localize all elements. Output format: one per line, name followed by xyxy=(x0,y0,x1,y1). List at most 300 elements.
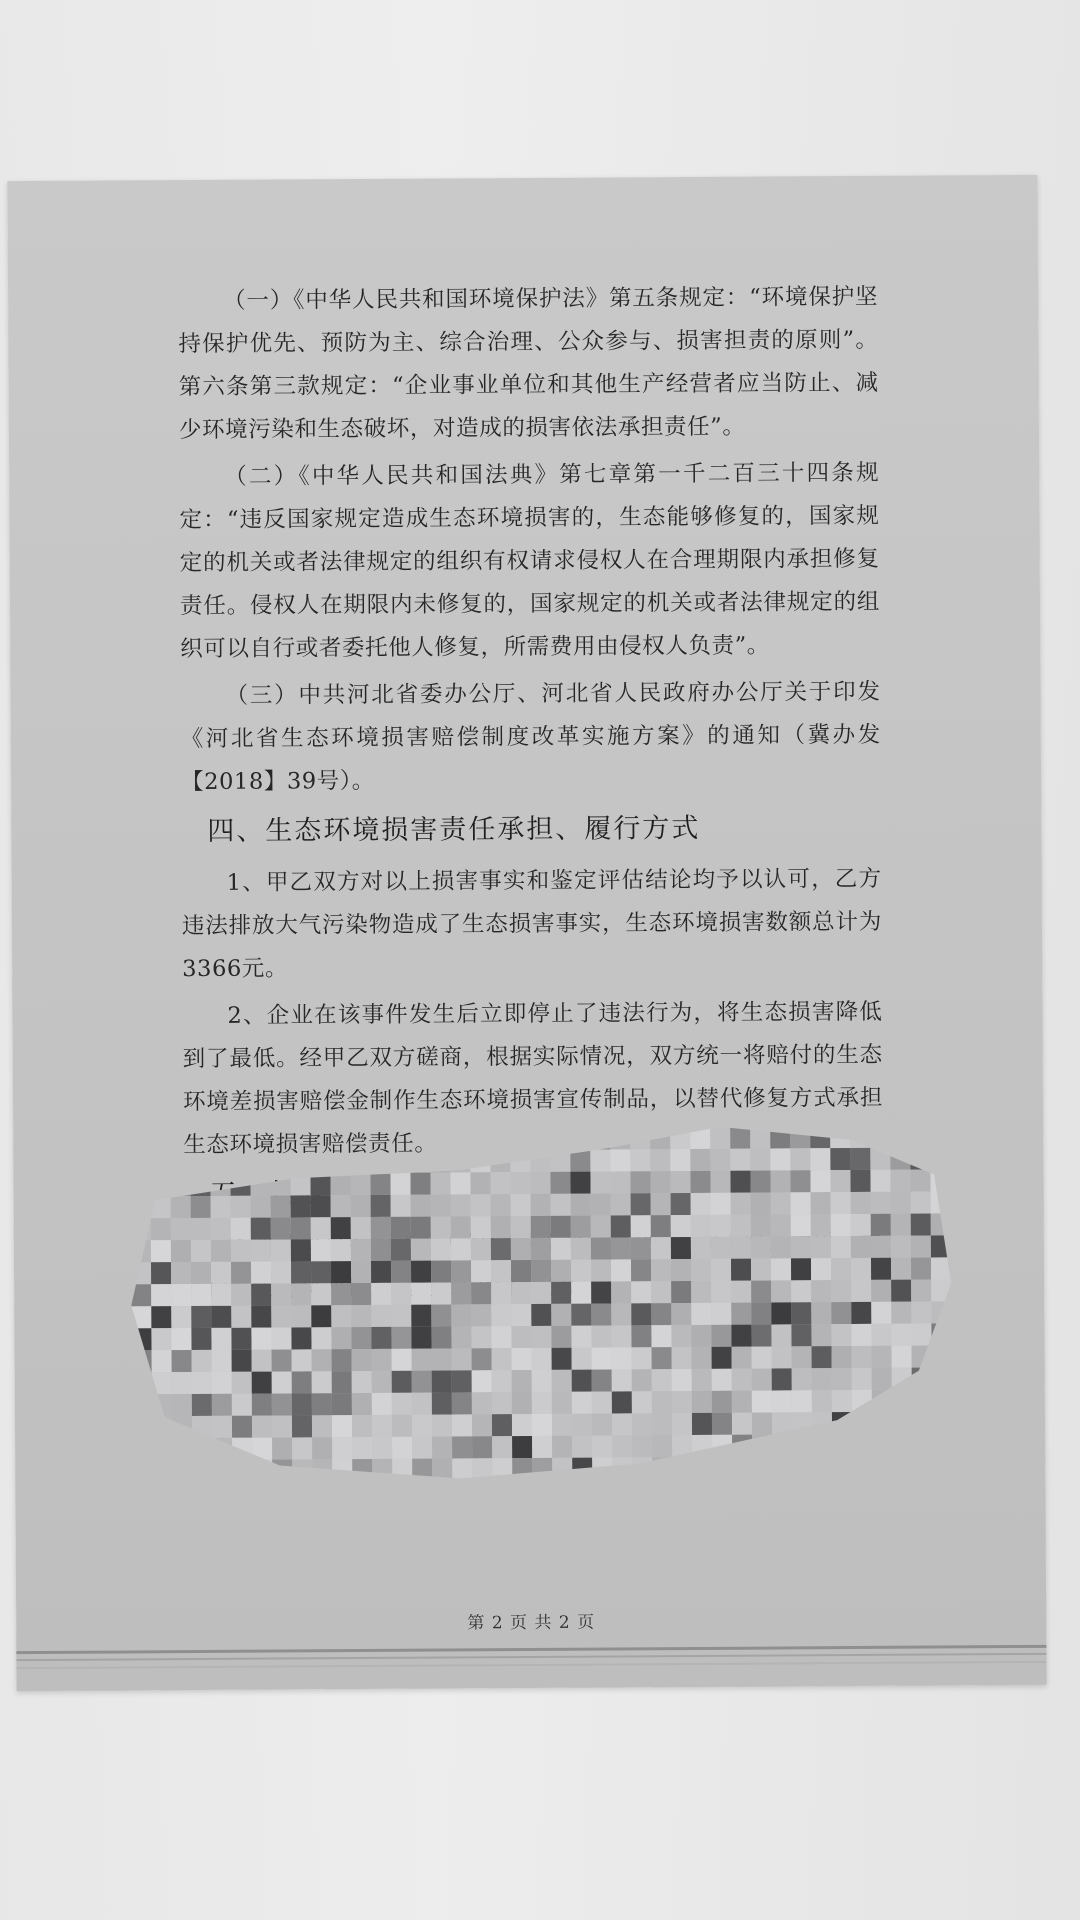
mosaic-tile xyxy=(411,1283,431,1305)
mosaic-tile xyxy=(630,1149,650,1171)
mosaic-tile xyxy=(711,1303,731,1325)
mosaic-tile xyxy=(152,1416,172,1438)
mosaic-tile xyxy=(851,1214,871,1236)
mosaic-tile xyxy=(131,1328,151,1350)
mosaic-tile xyxy=(411,1261,431,1283)
mosaic-tile xyxy=(652,1435,672,1457)
mosaic-tile xyxy=(332,1349,352,1371)
mosaic-tile xyxy=(231,1328,251,1350)
mosaic-tile xyxy=(572,1458,592,1480)
mosaic-tile xyxy=(571,1304,591,1326)
page-footer: 第 2 页 共 2 页 xyxy=(467,1612,596,1634)
paragraph-law-2: （二）《中华人民共和国法典》第七章第一千二百三十四条规定：“违反国家规定造成生态环境损害的，生态能够修复的，国家规定的机关或者法律规定的组织有权请求侵权人在合理期限内承担修复责任。侵权人在期限内未修复的，国家规定的机关或者法律规定的组织可以自行或者委托他人修复，所需费用由侵权人负责”。 xyxy=(179,459,881,663)
mosaic-tile xyxy=(810,1148,830,1170)
mosaic-tile xyxy=(272,1371,292,1393)
mosaic-tile xyxy=(430,1172,450,1194)
mosaic-tile xyxy=(271,1283,291,1305)
mosaic-tile xyxy=(912,1412,932,1434)
mosaic-tile xyxy=(652,1457,672,1479)
mosaic-tile xyxy=(611,1215,631,1237)
mosaic-tile xyxy=(532,1436,552,1458)
mosaic-tile xyxy=(411,1305,431,1327)
mosaic-tile xyxy=(352,1459,372,1481)
mosaic-tile xyxy=(371,1195,391,1217)
mosaic-tile xyxy=(632,1347,652,1369)
mosaic-tile xyxy=(911,1324,931,1346)
mosaic-tile xyxy=(432,1392,452,1414)
mosaic-tile xyxy=(431,1194,451,1216)
mosaic-tile xyxy=(931,1191,951,1213)
mosaic-tile xyxy=(212,1460,232,1482)
mosaic-tile xyxy=(331,1217,351,1239)
mosaic-tile xyxy=(191,1196,211,1218)
mosaic-tile xyxy=(692,1413,712,1435)
mosaic-tile xyxy=(311,1283,331,1305)
mosaic-tile xyxy=(911,1258,931,1280)
mosaic-tile xyxy=(531,1326,551,1348)
mosaic-tile xyxy=(851,1324,871,1346)
mosaic-tile xyxy=(311,1327,331,1349)
mosaic-tile xyxy=(891,1236,911,1258)
mosaic-tile xyxy=(890,1170,910,1192)
mosaic-tile xyxy=(832,1346,852,1368)
mosaic-tile xyxy=(511,1194,531,1216)
mosaic-tile xyxy=(851,1236,871,1258)
mosaic-tile xyxy=(332,1459,352,1481)
mosaic-tile xyxy=(432,1414,452,1436)
mosaic-tile xyxy=(692,1391,712,1413)
mosaic-tile xyxy=(332,1371,352,1393)
mosaic-tile xyxy=(772,1456,792,1478)
mosaic-tile xyxy=(792,1412,812,1434)
paragraph-law-1: （一）《中华人民共和国环境保护法》第五条规定：“环境保护坚持保护优先、预防为主、综合治理、公众参与、损害担责的原则”。第六条第三款规定：“企业事业单位和其他生产经营者应当防止、减少环境污染和生态破坏，对造成的损害依法承担责任”。 xyxy=(178,283,879,444)
mosaic-tile xyxy=(192,1416,212,1438)
mosaic-tile xyxy=(911,1214,931,1236)
page-edge-line xyxy=(16,1653,1046,1661)
mosaic-tile xyxy=(271,1327,291,1349)
mosaic-tile xyxy=(491,1326,511,1348)
mosaic-tile xyxy=(671,1281,691,1303)
mosaic-tile xyxy=(151,1306,171,1328)
mosaic-tile xyxy=(171,1262,191,1284)
mosaic-tile xyxy=(332,1393,352,1415)
mosaic-tile xyxy=(591,1193,611,1215)
mosaic-tile xyxy=(632,1413,652,1435)
mosaic-tile xyxy=(252,1416,272,1438)
mosaic-tile xyxy=(551,1238,571,1260)
mosaic-tile xyxy=(231,1240,251,1262)
mosaic-tile xyxy=(672,1457,692,1479)
mosaic-tile xyxy=(891,1192,911,1214)
mosaic-tile xyxy=(291,1217,311,1239)
mosaic-tile xyxy=(272,1393,292,1415)
mosaic-tile xyxy=(292,1393,312,1415)
mosaic-tile xyxy=(871,1236,891,1258)
mosaic-tile xyxy=(192,1372,212,1394)
mosaic-tile xyxy=(172,1372,192,1394)
mosaic-tile xyxy=(651,1303,671,1325)
mosaic-tile xyxy=(512,1392,532,1414)
mosaic-tile xyxy=(511,1304,531,1326)
mosaic-tile xyxy=(852,1412,872,1434)
mosaic-tile xyxy=(692,1369,712,1391)
mosaic-tile xyxy=(932,1455,952,1477)
mosaic-tile xyxy=(871,1192,891,1214)
mosaic-tile xyxy=(331,1239,351,1261)
mosaic-tile xyxy=(910,1126,930,1148)
mosaic-tile xyxy=(472,1436,492,1458)
mosaic-tile xyxy=(571,1238,591,1260)
mosaic-tile xyxy=(531,1304,551,1326)
mosaic-tile xyxy=(850,1148,870,1170)
mosaic-tile xyxy=(730,1127,750,1149)
mosaic-tile xyxy=(171,1306,191,1328)
mosaic-tile xyxy=(232,1460,252,1482)
mosaic-tile xyxy=(192,1460,212,1482)
mosaic-tile xyxy=(251,1284,271,1306)
mosaic-tile xyxy=(591,1325,611,1347)
mosaic-tile xyxy=(131,1218,151,1240)
mosaic-tile xyxy=(171,1328,191,1350)
mosaic-tile xyxy=(292,1415,312,1437)
mosaic-tile xyxy=(671,1215,691,1237)
mosaic-tile xyxy=(411,1195,431,1217)
mosaic-tile xyxy=(511,1238,531,1260)
mosaic-tile xyxy=(651,1237,671,1259)
mosaic-tile xyxy=(771,1192,791,1214)
mosaic-tile xyxy=(410,1173,430,1195)
mosaic-tile xyxy=(732,1435,752,1457)
mosaic-tile xyxy=(371,1239,391,1261)
mosaic-tile xyxy=(531,1282,551,1304)
mosaic-tile xyxy=(391,1283,411,1305)
mosaic-tile xyxy=(150,1130,170,1152)
mosaic-tile xyxy=(651,1193,671,1215)
mosaic-tile xyxy=(912,1434,932,1456)
mosaic-tile xyxy=(151,1262,171,1284)
mosaic-tile xyxy=(171,1284,191,1306)
mosaic-tile xyxy=(451,1304,471,1326)
mosaic-tile xyxy=(352,1437,372,1459)
mosaic-tile xyxy=(672,1369,692,1391)
mosaic-tile xyxy=(611,1193,631,1215)
mosaic-tile xyxy=(732,1413,752,1435)
mosaic-tile xyxy=(731,1215,751,1237)
mosaic-tile xyxy=(912,1346,932,1368)
mosaic-tile xyxy=(351,1327,371,1349)
mosaic-tile xyxy=(712,1413,732,1435)
mosaic-tile xyxy=(131,1284,151,1306)
mosaic-tile xyxy=(471,1326,491,1348)
mosaic-tile xyxy=(672,1435,692,1457)
mosaic-tile xyxy=(791,1258,811,1280)
document-page xyxy=(7,175,1046,1691)
mosaic-tile xyxy=(931,1279,951,1301)
mosaic-tile xyxy=(291,1327,311,1349)
mosaic-tile xyxy=(591,1281,611,1303)
mosaic-tile xyxy=(891,1258,911,1280)
mosaic-tile xyxy=(212,1416,232,1438)
mosaic-tile xyxy=(351,1261,371,1283)
mosaic-tile xyxy=(151,1196,171,1218)
mosaic-tile xyxy=(711,1259,731,1281)
mosaic-tile xyxy=(392,1349,412,1371)
mosaic-tile xyxy=(651,1259,671,1281)
mosaic-tile xyxy=(852,1434,872,1456)
mosaic-tile xyxy=(612,1369,632,1391)
mosaic-tile xyxy=(612,1457,632,1479)
mosaic-tile xyxy=(812,1368,832,1390)
mosaic-tile xyxy=(412,1459,432,1481)
mosaic-tile xyxy=(930,1125,950,1147)
mosaic-tile xyxy=(211,1218,231,1240)
mosaic-tile xyxy=(311,1217,331,1239)
mosaic-tile xyxy=(671,1259,691,1281)
mosaic-tile xyxy=(171,1240,191,1262)
mosaic-tile xyxy=(791,1236,811,1258)
mosaic-tile xyxy=(651,1325,671,1347)
mosaic-tile xyxy=(892,1390,912,1412)
mosaic-tile xyxy=(452,1392,472,1414)
mosaic-tile xyxy=(491,1194,511,1216)
mosaic-tile xyxy=(372,1437,392,1459)
mosaic-tile xyxy=(872,1456,892,1478)
mosaic-tile xyxy=(312,1459,332,1481)
mosaic-tile xyxy=(831,1214,851,1236)
mosaic-tile xyxy=(831,1280,851,1302)
mosaic-tile xyxy=(791,1324,811,1346)
mosaic-tile xyxy=(391,1239,411,1261)
mosaic-tile xyxy=(892,1434,912,1456)
mosaic-tile xyxy=(531,1216,551,1238)
mosaic-tile xyxy=(412,1437,432,1459)
mosaic-tile xyxy=(411,1327,431,1349)
mosaic-tile xyxy=(452,1458,472,1480)
mosaic-tile xyxy=(832,1456,852,1478)
mosaic-tile xyxy=(271,1195,291,1217)
mosaic-tile xyxy=(472,1392,492,1414)
mosaic-tile xyxy=(650,1149,670,1171)
mosaic-tile xyxy=(352,1393,372,1415)
mosaic-tile xyxy=(871,1258,891,1280)
mosaic-tile xyxy=(231,1262,251,1284)
mosaic-tile xyxy=(691,1237,711,1259)
mosaic-tile xyxy=(492,1436,512,1458)
mosaic-tile xyxy=(771,1324,791,1346)
mosaic-tile xyxy=(571,1282,591,1304)
mosaic-tile xyxy=(611,1303,631,1325)
mosaic-tile xyxy=(711,1281,731,1303)
mosaic-tile xyxy=(251,1218,271,1240)
mosaic-tile xyxy=(852,1456,872,1478)
mosaic-tile xyxy=(851,1258,871,1280)
mosaic-tile xyxy=(831,1192,851,1214)
mosaic-tile xyxy=(671,1303,691,1325)
mosaic-tile xyxy=(292,1459,312,1481)
mosaic-tile xyxy=(131,1240,151,1262)
mosaic-tile xyxy=(591,1237,611,1259)
paragraph-law-3: （三）中共河北省委办公厅、河北省人民政府办公厅关于印发《河北省生态环境损害赔偿制度改革实施方案》的通知（冀办发【2018】39号）。 xyxy=(180,678,881,796)
mosaic-tile xyxy=(391,1327,411,1349)
mosaic-tile xyxy=(850,1170,870,1192)
mosaic-tile xyxy=(590,1171,610,1193)
mosaic-tile xyxy=(431,1326,451,1348)
mosaic-tile xyxy=(612,1435,632,1457)
mosaic-tile xyxy=(551,1194,571,1216)
mosaic-tile xyxy=(450,1172,470,1194)
mosaic-tile xyxy=(810,1170,830,1192)
mosaic-tile xyxy=(811,1236,831,1258)
mosaic-tile xyxy=(710,1171,730,1193)
mosaic-tile xyxy=(211,1306,231,1328)
mosaic-tile xyxy=(910,1170,930,1192)
mosaic-tile xyxy=(932,1367,952,1389)
mosaic-tile xyxy=(251,1240,271,1262)
mosaic-tile xyxy=(871,1302,891,1324)
mosaic-tile xyxy=(912,1390,932,1412)
mosaic-tile xyxy=(652,1347,672,1369)
mosaic-tile xyxy=(691,1281,711,1303)
mosaic-tile xyxy=(571,1326,591,1348)
mosaic-tile xyxy=(312,1371,332,1393)
mosaic-tile xyxy=(371,1305,391,1327)
mosaic-tile xyxy=(252,1460,272,1482)
mosaic-tile xyxy=(130,1174,150,1196)
mosaic-tile xyxy=(370,1173,390,1195)
mosaic-tile xyxy=(331,1283,351,1305)
mosaic-tile xyxy=(691,1325,711,1347)
mosaic-tile xyxy=(312,1393,332,1415)
mosaic-tile xyxy=(591,1215,611,1237)
mosaic-tile xyxy=(732,1369,752,1391)
mosaic-tile xyxy=(632,1457,652,1479)
mosaic-tile xyxy=(731,1259,751,1281)
mosaic-tile xyxy=(592,1391,612,1413)
mosaic-tile xyxy=(431,1216,451,1238)
mosaic-tile xyxy=(591,1303,611,1325)
mosaic-tile xyxy=(492,1414,512,1436)
mosaic-tile xyxy=(192,1438,212,1460)
mosaic-tile xyxy=(271,1217,291,1239)
mosaic-tile xyxy=(571,1260,591,1282)
mosaic-tile xyxy=(351,1195,371,1217)
mosaic-tile xyxy=(790,1170,810,1192)
mosaic-tile xyxy=(291,1261,311,1283)
mosaic-tile xyxy=(231,1218,251,1240)
mosaic-tile xyxy=(612,1413,632,1435)
mosaic-tile xyxy=(451,1326,471,1348)
mosaic-tile xyxy=(872,1390,892,1412)
mosaic-tile xyxy=(392,1415,412,1437)
mosaic-tile xyxy=(932,1389,952,1411)
mosaic-tile xyxy=(690,1149,710,1171)
mosaic-tile xyxy=(472,1370,492,1392)
mosaic-tile xyxy=(272,1349,292,1371)
mosaic-tile xyxy=(872,1434,892,1456)
mosaic-tile xyxy=(750,1149,770,1171)
mosaic-tile xyxy=(910,1148,930,1170)
mosaic-tile xyxy=(532,1392,552,1414)
mosaic-tile xyxy=(452,1348,472,1370)
mosaic-tile xyxy=(191,1262,211,1284)
mosaic-tile xyxy=(710,1149,730,1171)
mosaic-tile xyxy=(252,1350,272,1372)
mosaic-tile xyxy=(432,1436,452,1458)
mosaic-tile xyxy=(152,1350,172,1372)
mosaic-tile xyxy=(431,1238,451,1260)
page-edge-line xyxy=(16,1661,1046,1669)
mosaic-tile xyxy=(452,1436,472,1458)
mosaic-tile xyxy=(772,1434,792,1456)
mosaic-tile xyxy=(451,1216,471,1238)
mosaic-tile xyxy=(471,1304,491,1326)
mosaic-tile xyxy=(751,1303,771,1325)
mosaic-tile xyxy=(392,1393,412,1415)
mosaic-tile xyxy=(132,1350,152,1372)
mosaic-tile xyxy=(171,1196,191,1218)
mosaic-tile xyxy=(532,1370,552,1392)
mosaic-tile xyxy=(851,1192,871,1214)
mosaic-tile xyxy=(171,1218,191,1240)
mosaic-tile xyxy=(631,1281,651,1303)
mosaic-tile xyxy=(691,1259,711,1281)
mosaic-tile xyxy=(711,1237,731,1259)
mosaic-tile xyxy=(691,1215,711,1237)
mosaic-tile xyxy=(532,1458,552,1480)
mosaic-tile xyxy=(632,1369,652,1391)
mosaic-tile xyxy=(451,1238,471,1260)
mosaic-tile xyxy=(292,1349,312,1371)
mosaic-tile xyxy=(812,1456,832,1478)
mosaic-tile xyxy=(432,1370,452,1392)
mosaic-tile xyxy=(892,1368,912,1390)
mosaic-tile xyxy=(592,1347,612,1369)
mosaic-tile xyxy=(371,1217,391,1239)
mosaic-tile xyxy=(251,1328,271,1350)
mosaic-tile xyxy=(592,1457,612,1479)
mosaic-tile xyxy=(231,1196,251,1218)
mosaic-tile xyxy=(771,1236,791,1258)
mosaic-tile xyxy=(931,1323,951,1345)
mosaic-tile xyxy=(291,1195,311,1217)
mosaic-tile xyxy=(692,1347,712,1369)
mosaic-tile xyxy=(431,1304,451,1326)
section-heading-4: 四、生态环境损害责任承担、履行方式 xyxy=(207,812,701,847)
mosaic-tile xyxy=(392,1437,412,1459)
mosaic-tile xyxy=(131,1262,151,1284)
mosaic-tile xyxy=(812,1434,832,1456)
mosaic-tile xyxy=(212,1438,232,1460)
mosaic-tile xyxy=(331,1261,351,1283)
mosaic-tile xyxy=(731,1193,751,1215)
mosaic-tile xyxy=(932,1411,952,1433)
mosaic-tile xyxy=(650,1171,670,1193)
mosaic-tile xyxy=(772,1390,792,1412)
mosaic-tile xyxy=(671,1325,691,1347)
mosaic-tile xyxy=(770,1148,790,1170)
mosaic-tile xyxy=(211,1196,231,1218)
mosaic-tile xyxy=(912,1368,932,1390)
mosaic-tile xyxy=(931,1301,951,1323)
mosaic-tile xyxy=(651,1281,671,1303)
mosaic-tile xyxy=(830,1148,850,1170)
mosaic-tile xyxy=(311,1261,331,1283)
mosaic-tile xyxy=(712,1347,732,1369)
mosaic-tile xyxy=(211,1240,231,1262)
mosaic-tile xyxy=(830,1170,850,1192)
mosaic-tile xyxy=(692,1435,712,1457)
mosaic-tile xyxy=(690,1171,710,1193)
